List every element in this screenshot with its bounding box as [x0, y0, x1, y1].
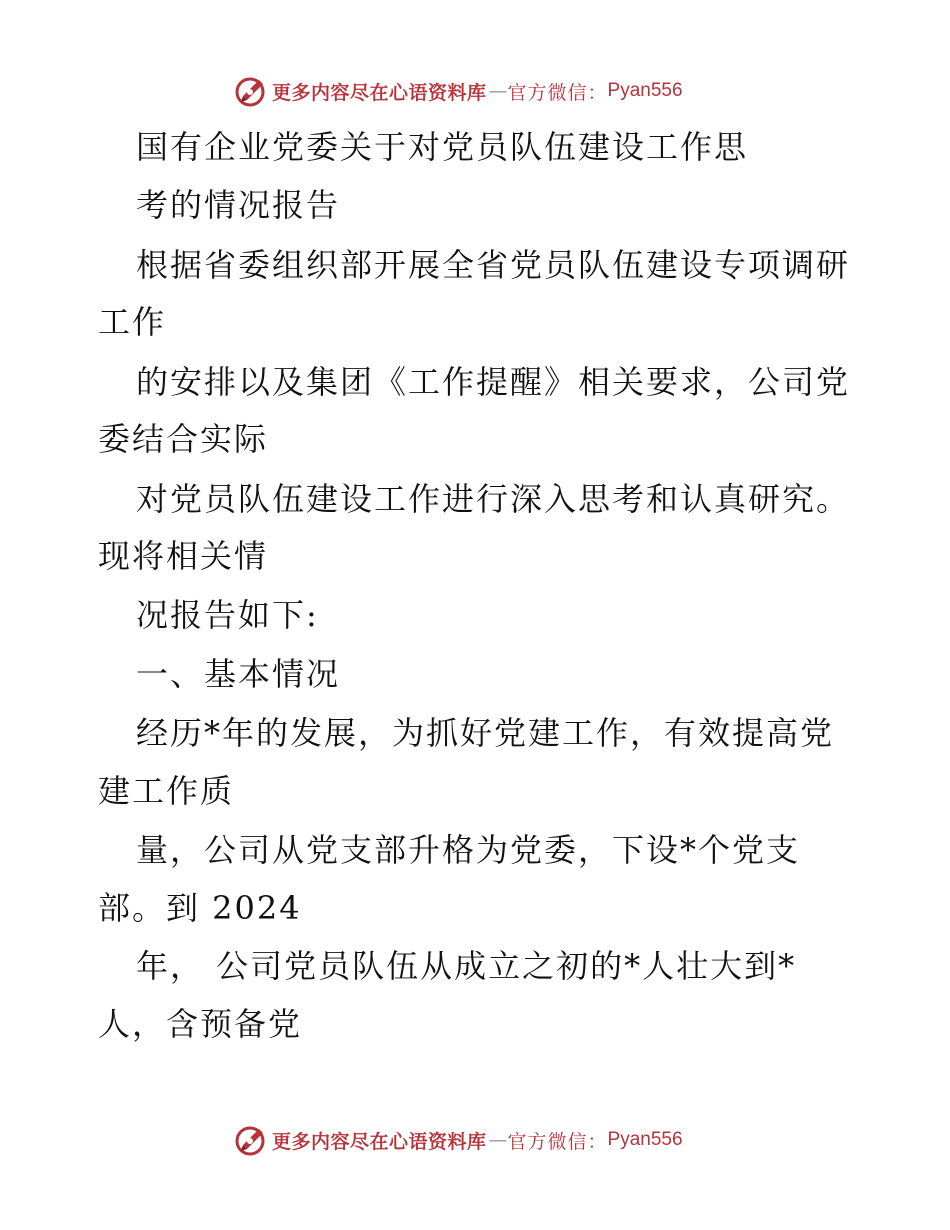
paragraph-line: 现将相关情	[98, 537, 269, 575]
watermark-separator: —	[488, 1129, 508, 1151]
paragraph-line: 年， 公司党员队伍从成立之初的*人壮大到*	[136, 947, 797, 985]
paragraph-line: 根据省委组织部开展全省党员队伍建设专项调研	[136, 246, 851, 284]
pen-logo-icon	[234, 1123, 268, 1157]
watermark-main-text: 更多内容尽在心语资料库	[272, 1130, 487, 1153]
paragraph-line: 经历*年的发展，为抓好党建工作，有效提高党	[136, 714, 835, 752]
paragraph-line: 部。到 2024	[98, 889, 302, 927]
paragraph-line: 委结合实际	[98, 420, 269, 458]
paragraph-line: 建工作质	[98, 772, 235, 810]
watermark-separator: —	[488, 80, 508, 102]
paragraph-line: 工作	[98, 303, 167, 341]
watermark-wechat-label: 官方微信：	[507, 1130, 608, 1153]
pen-logo-icon	[234, 74, 268, 108]
watermark-wechat-id: Pyan556	[607, 1129, 683, 1150]
paragraph-line: 况报告如下:	[136, 596, 319, 634]
watermark-wechat-id: Pyan556	[607, 80, 683, 101]
paragraph-line: 人，含预备党	[98, 1005, 303, 1043]
watermark-wechat-label: 官方微信：	[507, 81, 608, 104]
paragraph-line: 对党员队伍建设工作进行深入思考和认真研究。	[136, 480, 851, 518]
watermark-banner-top	[234, 72, 683, 110]
watermark-main-text: 更多内容尽在心语资料库	[272, 81, 487, 104]
document-title-line-2: 考的情况报告	[136, 186, 341, 224]
paragraph-line: 的安排以及集团《工作提醒》相关要求，公司党	[136, 363, 851, 401]
document-title-line-1: 国有企业党委关于对党员队伍建设工作思	[136, 128, 749, 166]
section-heading: 一、基本情况	[136, 655, 341, 693]
watermark-banner-bottom	[234, 1121, 683, 1159]
paragraph-line: 量，公司从党支部升格为党委，下设*个党支	[136, 831, 801, 869]
